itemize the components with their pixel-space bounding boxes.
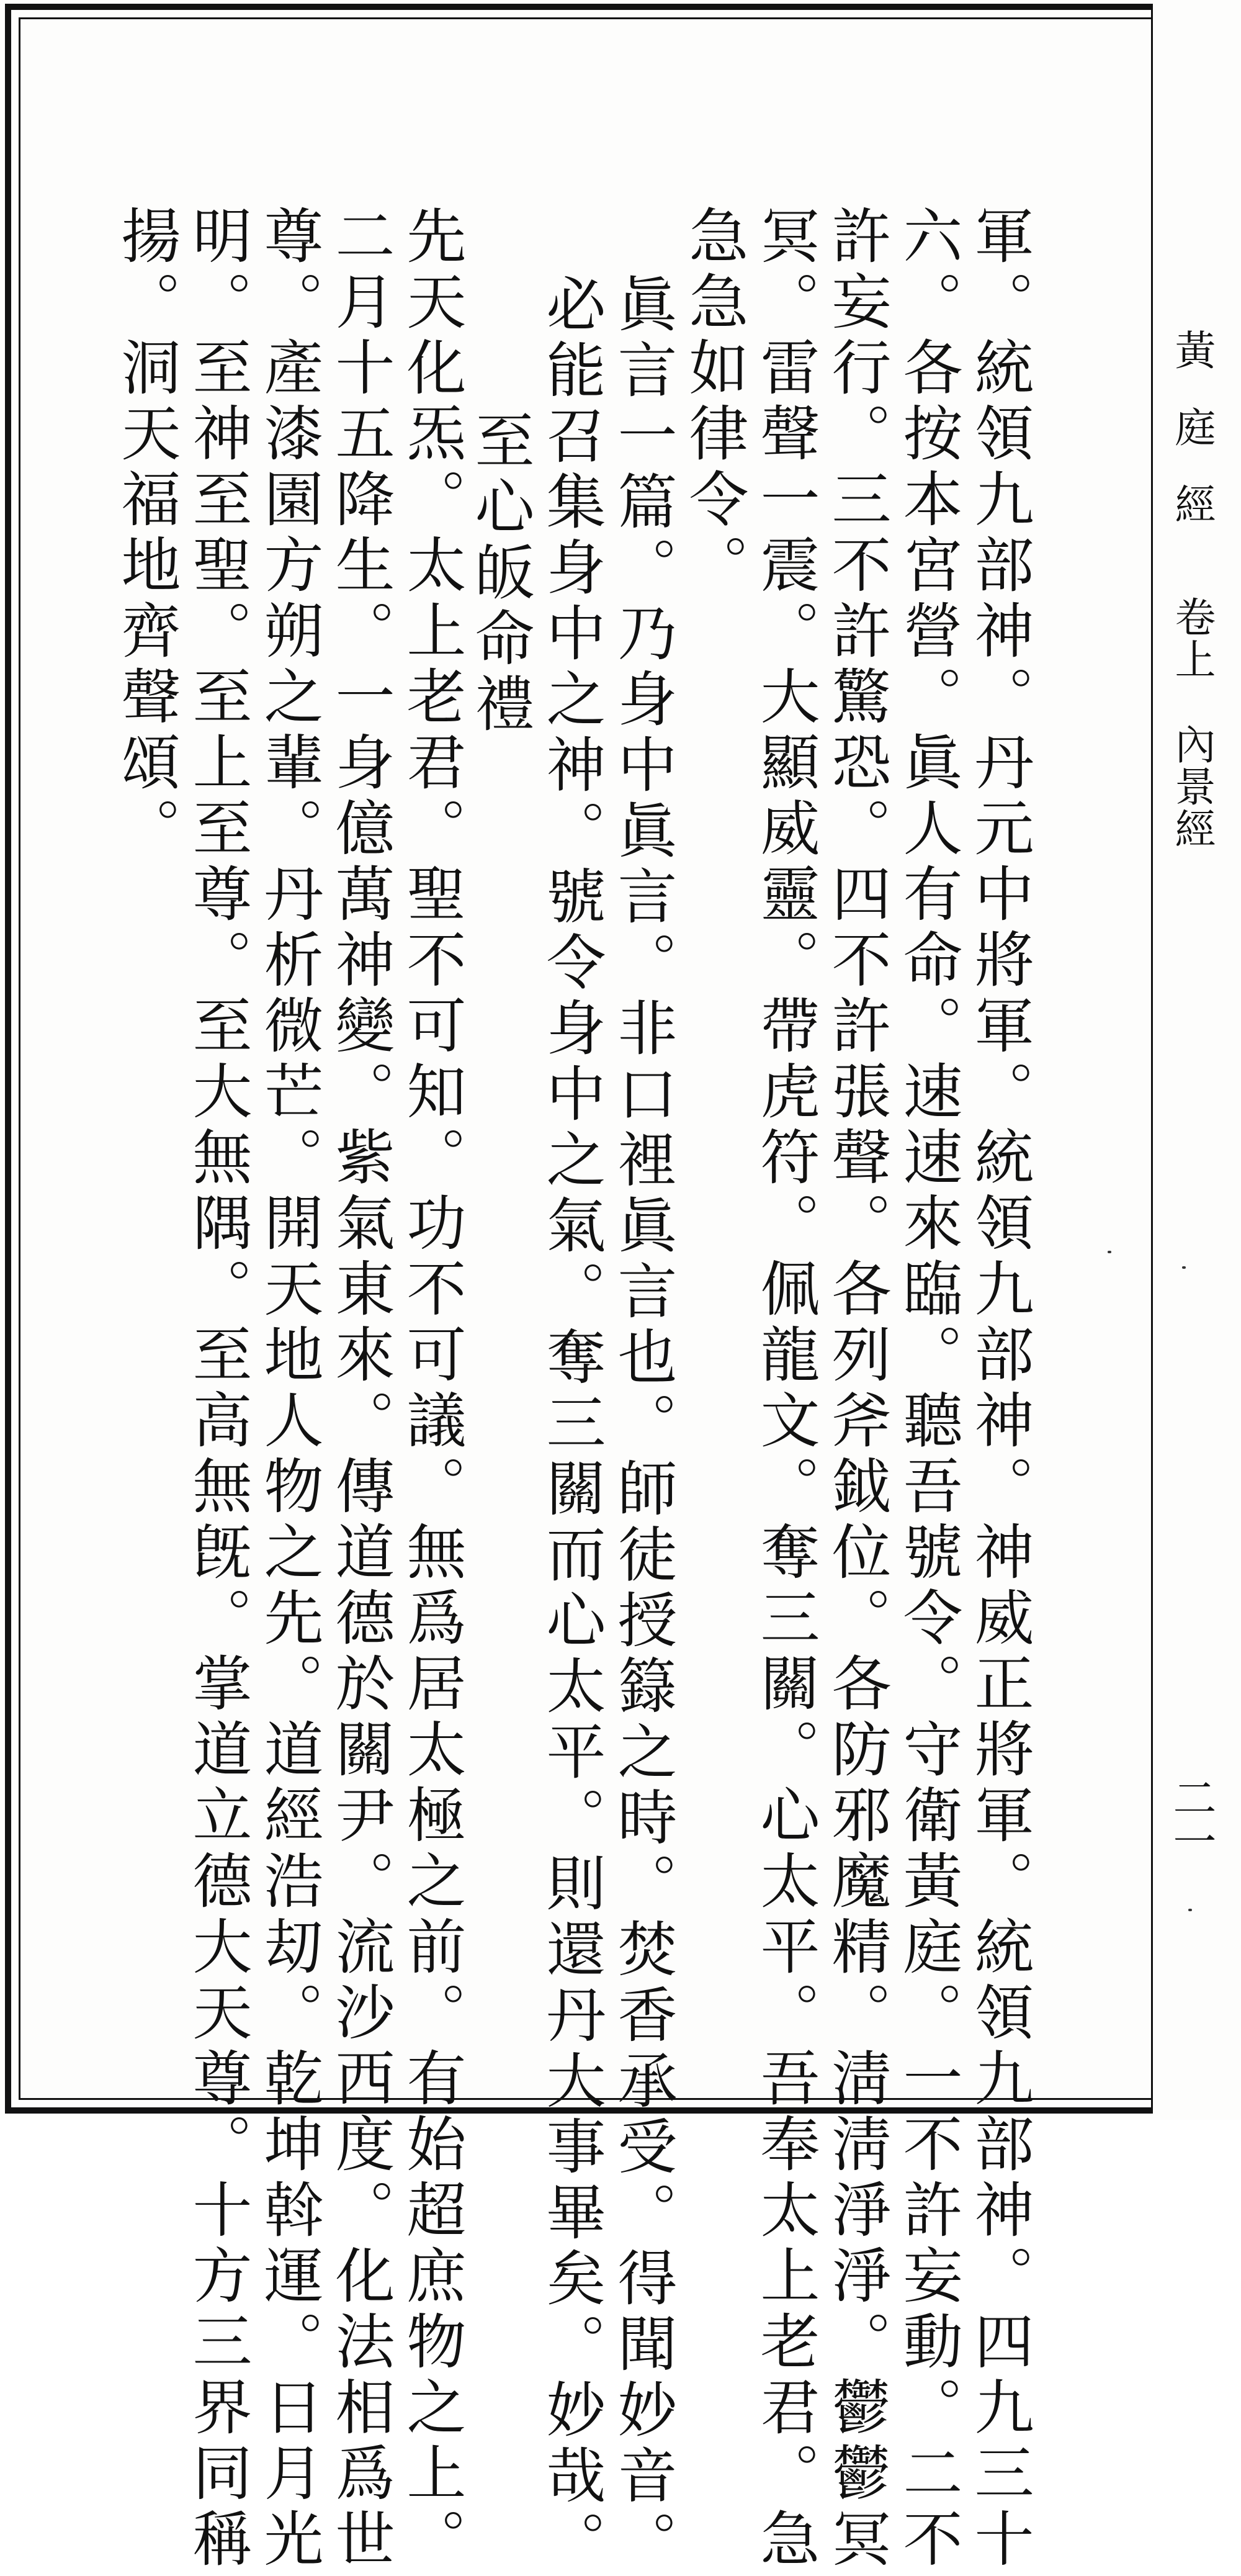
top-border-rule [5,4,1153,10]
margin-divider-rule [1151,4,1153,2114]
text-column-6: 眞言一篇。乃身中眞言。非口裡眞言也。師徒授籙之時。焚香承受。得聞妙音。 [608,273,678,2576]
text-column-5: 急急如律令。 [679,205,749,600]
top-border-inner-rule [19,17,1153,19]
left-border-rule [5,4,11,2114]
header-section: 內景經 [1168,723,1216,850]
section-heading: 至心皈命禮 [465,410,535,739]
text-column-13: 揚。洞天福地齊聲頌。 [112,205,181,863]
left-border-inner-rule [19,17,20,2100]
header-title: 黃庭經 [1168,329,1216,560]
text-column-12: 明。至神至聖。至上至尊。至大無隅。至高無旣。掌道立德大天尊。十方三界同稱 [183,205,253,2574]
header-volume: 卷上 [1168,596,1216,680]
text-column-2: 六。各按本宮營。眞人有命。速速來臨。聽吾號令。守衛黃庭。一不許妄動。二不 [894,205,963,2574]
text-column-3: 許妄行。三不許驚恐。四不許張聲。各列斧鉞位。各防邪魔精。淸淸淨淨。鬱鬱冥 [822,205,892,2574]
text-column-1: 軍。統領九部神。丹元中將軍。統領九部神。神威正將軍。統領九部神。四九三十 [965,205,1034,2574]
page-number: 二一 [1166,1775,1217,1862]
ink-speck [1188,1909,1192,1911]
ink-speck [1108,1251,1111,1253]
ink-speck [1182,1266,1186,1269]
text-column-9: 先天化炁。太上老君。聖不可知。功不可議。無爲居太極之前。有始超庶物之上。 [397,205,467,2574]
text-column-4: 冥。雷聲一震。大顯威靈。帶虎符。佩龍文。奪三關。心太平。吾奉太上老君。急 [751,205,820,2574]
text-column-7: 必能召集身中之神。號令身中之氣。奪三關而心太平。則還丹大事畢矣。妙哉。 [537,273,606,2576]
text-column-11: 尊。產漆園方朔之輩。丹析微芒。開天地人物之先。道經浩刧。乾坤斡運。日月光 [254,205,324,2574]
text-column-10: 二月十五降生。一身億萬神變。紫氣東來。傳道德於關尹。流沙西度。化法相爲世 [326,205,395,2574]
